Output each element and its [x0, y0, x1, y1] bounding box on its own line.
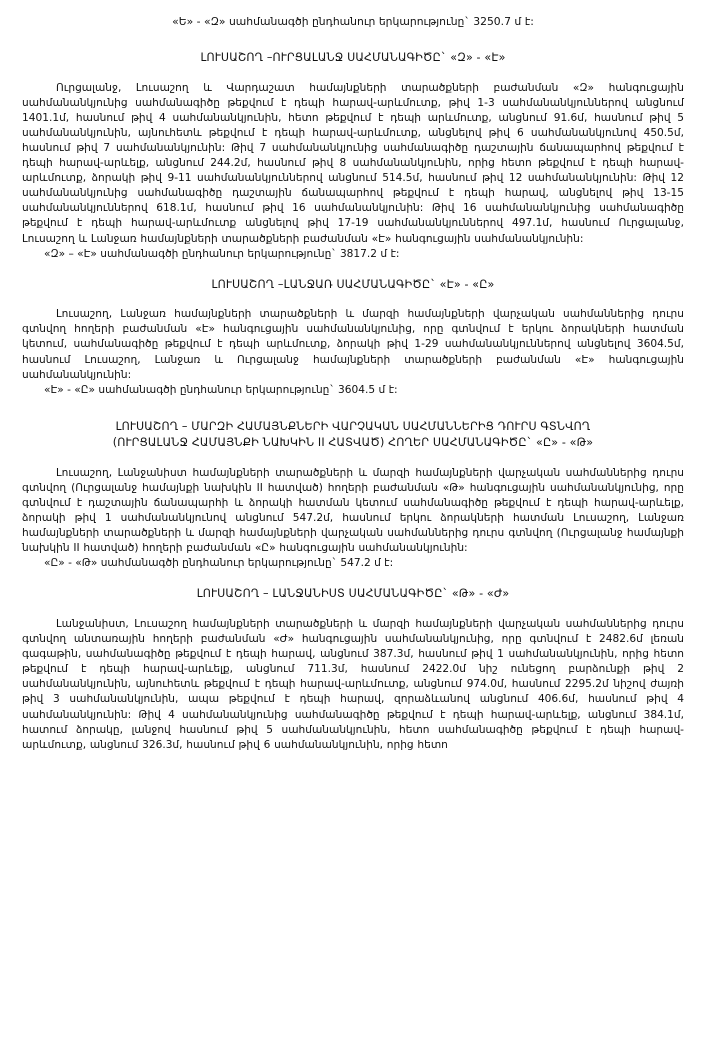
top-summary-line: «Ե» - «Զ» սահմանագծի ընդհանուր երկարությունը` 3250.7 մ է: — [172, 15, 534, 28]
spacer — [22, 398, 684, 419]
section-3-heading-line-2: (ՈՒՐՑԱԼԱՆՋ ՀԱՄԱՅՆՔԻ ՆԱԽԿԻՆ II ՀԱՏՎԱԾ) ՀՈՂԵՐ ՍԱՀՄԱՆԱԳԻԾԸ` «Ը» - «Թ» — [112, 435, 594, 449]
section-3-paragraph: Լուսաշող, Լանջանիստ համայնքների տարածքների և մարզի համայնքների վարչական սահմաններից դուրս գտնվող (Ուրցալանջ համայնքի նախկին II հատված) հողերի բաժանման «Թ» հանգուցային սահմանանկյունից, որը գտնվում է դաշտային ճանապարհի և ձորակի հատման կետում սահմանագիծը թեքվում է դեպի հարավ-արևելք, ձորակի թիվ 1 սահմանանկյունով անցնում 547.2մ, հասնում երկու ձորակների հատման Լուսաշող, Լանջառ համայնքների տարածքների և մարզի համայնքների վարչական սահմաններից դուրս գտնվող (Ուրցալանջ համայնքի նախկին II հատված) հողերի բաժանման «Ը» հանգուցային սահմանանկյունին: — [22, 466, 684, 555]
section-1-paragraph: Ուրցալանջ, Լուսաշող և Վարդաշատ համայնքների տարածքների բաժանման «Զ» հանգուցային սահմանանկյունից սահմանագիծը թեքվում է դեպի հարավ-արևմուտք, թիվ 1-3 սահմանանկյուններով անցնում 1401.1մ, հասնում թիվ 4 սահմանանկյունին, հետո թեքվում է դեպի արևմուտք, անցնում 91.6մ, հասնում թիվ 5 սահմանանկյունին, այնուհետև թեքվում է դեպի հարավ-արևմուտք, անցնելով թիվ 6 սահմանանկյունով 450.5մ, հասնում թիվ 7 սահմանանկյունին: Թիվ 7 սահմանանկյունից սահմանագիծը դաշտային ճանապարհով թեքվում է դեպի հարավ-արևելք, անցնում 244.2մ, հասնում թիվ 8 սահմանանկյունին, որից հետո թեքվում է դեպի հարավ-արևմուտք, ձորակի թիվ 9-11 սահմանանկյուններով անցնում 514.5մ, հասնում թիվ 12 սահմանանկյունին: Թիվ 12 սահմանանկյունից սահմանագիծը դաշտային ճանապարհով թեքվում է դեպի հարավ, անցնելով թիվ 13-15 սահմանանկյուններով 618.1մ, հասնում թիվ 16 սահմանանկյունին: Թիվ 16 սահմանանկյունից սահմանագիծը թեքվում է դեպի հարավ-արևմուտք անցնելով թիվ 17-19 սահմանանկյուններով 497.1մ, հասնում Ուրցալանջ, Լուսաշող և Լանջառ համայնքների տարածքների բաժանման «Է» հանգուցային սահմանանկյունին: — [22, 81, 684, 245]
spacer — [22, 602, 684, 617]
spacer — [22, 292, 684, 307]
spacer — [22, 571, 684, 586]
spacer — [22, 451, 684, 466]
section-4-paragraph: Լանջանիստ, Լուսաշող համայնքների տարածքների և մարզի համայնքների վարչական սահմաններից դուրս գտնվող անտառային հողերի բաժանման «Ժ» հանգուցային սահմանանկյունից, որը գտնվում է 2482.6մ լեռան գագաթին, սահմանագիծը թեքվում է դեպի հարավ, անցնում 387.3մ, հասնում թիվ 1 սահմանանկյունին, որից հետո թեքվում է դեպի հարավ-արևելք, անցնում 711.3մ, հասնում 2422.0մ նիշ ունեցող բարձունքի թիվ 2 սահմանանկյունին, այնուհետև թեքվում է դեպի հարավ-արևմուտք, անցնում 974.0մ, հասնում 2295.2մ նիշով ժայռի թիվ 3 սահմանանկյունին, ապա թեքվում է դեպի հարավ, զորաձևանով անցնում 406.6մ, հասնում թիվ 4 սահմանանկյունին: Թիվ 4 սահմանանկյունից սահմանագիծը թեքվում է դեպի հարավ-արևելք, անցնում 384.1մ, հատում ձորակը, լանջով հասնում թիվ 5 սահմանանկյունին, հետո սահմանագիծը թեքվում է դեպի հարավ-արևմուտք, անցնում 326.3մ, հասնում թիվ 6 սահմանանկյունին, որից հետո — [22, 617, 684, 751]
section-3-summary: «Ը» - «Թ» սահմանագծի ընդհանուր երկարությունը` 547.2 մ է: — [44, 557, 394, 570]
section-3-heading-line-1: ԼՈՒՍԱՇՈՂ – ՄԱՐԶԻ ՀԱՄԱՅՆՔՆԵՐԻ ՎԱՐՉԱԿԱՆ ՍԱՀՄԱՆՆԵՐԻՑ ԴՈՒՐՍ ԳՏՆՎՈՂ — [115, 419, 591, 433]
section-2-paragraph: Լուսաշող, Լանջառ համայնքների տարածքների և մարզի համայնքների վարչական սահմաններից դուրս գտնվող հողերի բաժանման «Է» հանգուցային սահմանանկյունից, որը գտնվում է երկու ձորակների հատման կետում, սահմանագիծը թեքվում է դեպի արևմուտք, ձորակի թիվ 1-29 սահմանանկյուններով անցնելով 3604.5մ, հասնում Լուսաշող, Լանջառ և Ուրցալանջ համայնքների տարածքների բաժանման «Է» հանգուցային սահմանանկյունին: — [22, 308, 684, 381]
section-1-heading: ԼՈՒՍԱՇՈՂ –ՈՒՐՑԱԼԱՆՋ ՍԱՀՄԱՆԱԳԻԾԸ` «Զ» - «Է» — [200, 51, 506, 65]
section-2-summary: «Է» - «Ը» սահմանագծի ընդհանուր երկարությունը` 3604.5 մ է: — [44, 383, 398, 396]
spacer — [22, 66, 684, 81]
section-2-heading: ԼՈՒՍԱՇՈՂ –ԼԱՆՋԱՌ ՍԱՀՄԱՆԱԳԻԾԸ` «Է» - «Ը» — [211, 277, 495, 291]
spacer — [22, 29, 684, 50]
document-body — [22, 14, 684, 753]
spacer — [22, 262, 684, 277]
section-4-heading: ԼՈՒՍԱՇՈՂ – ԼԱՆՋԱՆԻՍՏ ՍԱՀՄԱՆԱԳԻԾԸ` «Թ» - «Ժ» — [196, 587, 510, 601]
section-1-summary: «Զ» – «Է» սահմանագծի ընդհանուր երկարությունը` 3817.2 մ է: — [44, 247, 400, 260]
